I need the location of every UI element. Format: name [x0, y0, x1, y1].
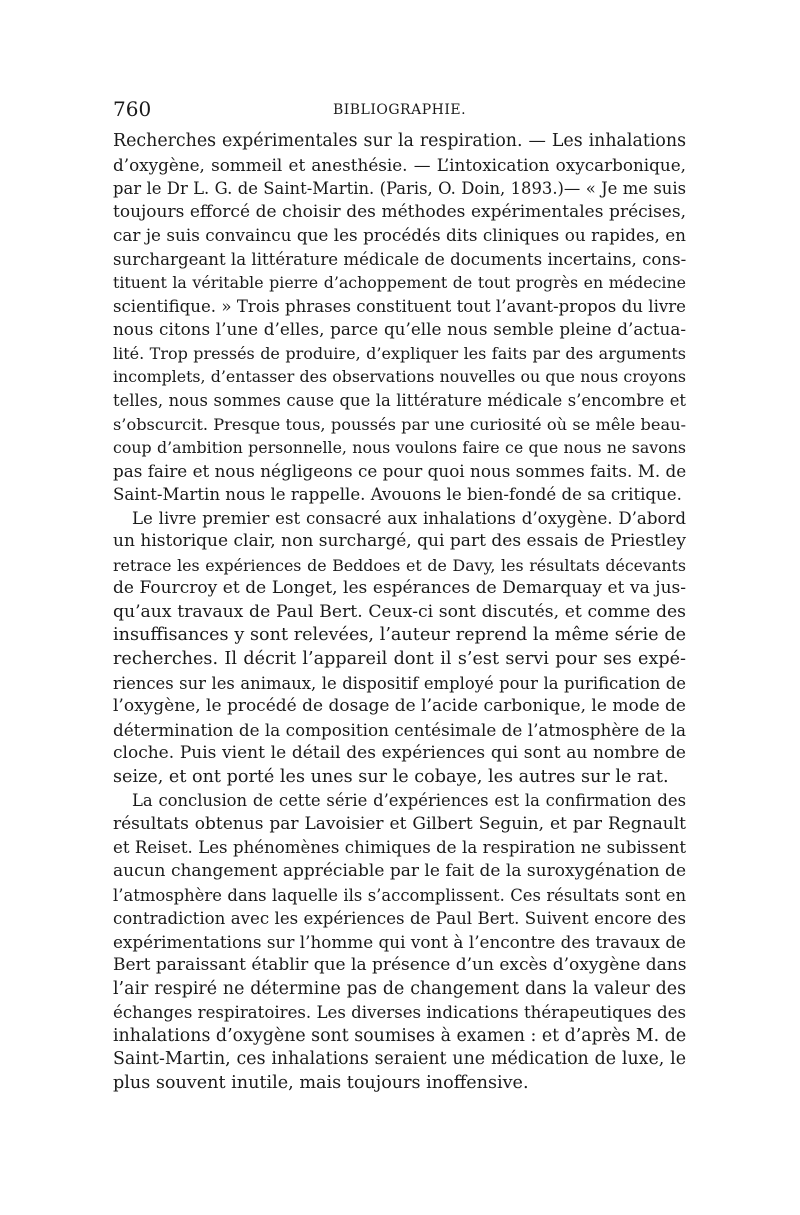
text-line: Bert paraissant établir que la présence d’un excès d’oxygène dans — [113, 955, 687, 976]
text-line: d’oxygène, sommeil et anesthésie. — L’intoxication oxycarbonique, — [113, 154, 686, 175]
text-line: aucun changement appréciable par le fait de la suroxygénation de — [113, 860, 686, 881]
text-line: La conclusion de cette série d’expériences est la confirmation des — [132, 791, 686, 811]
text-line: Saint-Martin nous le rappelle. Avouons le bien-fondé de sa critique. — [113, 485, 682, 505]
text-line: expérimentations sur l’homme qui vont à l’encontre des travaux de — [113, 931, 686, 952]
text-line: l’oxygène, le procédé de dosage de l’acide carbonique, le mode de — [113, 696, 686, 717]
text-line: scientifique. » Trois phrases constituent tout l’avant-propos du livre — [113, 296, 686, 316]
text-line: Recherches expérimentales sur la respiration. — Les inhalations — [113, 131, 686, 151]
text-line: retrace les expériences de Beddoes et de Davy, les résultats décevants — [113, 555, 686, 575]
running-head — [113, 96, 686, 126]
text-line: pas faire et nous négligeons ce pour quoi nous sommes faits. M. de — [113, 460, 687, 481]
text-line: l’air respiré ne détermine pas de changement dans la valeur des — [113, 978, 686, 999]
text-line: et Reiset. Les phénomènes chimiques de la respiration ne subissent — [113, 838, 686, 858]
text-line: Le livre premier est consacré aux inhalations d’oxygène. D’abord — [132, 508, 686, 528]
text-line: détermination de la composition centésimale de l’atmosphère de la — [113, 719, 686, 740]
text-line: coup d’ambition personnelle, nous voulons faire ce que nous ne savons — [113, 438, 686, 458]
body-text — [113, 130, 686, 1095]
text-line: toujours efforcé de choisir des méthodes expérimentales précises, — [113, 201, 686, 222]
running-title: BIBLIOGRAPHIE. — [332, 102, 467, 118]
text-line: par le Dr L. G. de Saint-Martin. (Paris, O. Doin, 1893.)— « Je me suis — [113, 179, 686, 199]
text-line: incomplets, d’entasser des observations nouvelles ou que nous croyons — [113, 367, 686, 387]
text-line: nous citons l’une d’elles, parce qu’elle nous semble pleine d’actua- — [113, 319, 686, 340]
text-line: échanges respiratoires. Les diverses indications thérapeutiques des — [113, 1003, 686, 1023]
text-line: surchargeant la littérature médicale de documents incertains, cons- — [113, 249, 687, 269]
text-line: s’obscurcit. Presque tous, poussés par une curiosité où se mêle beau- — [113, 414, 686, 434]
text-line: un historique clair, non surchargé, qui part des essais de Priestley — [113, 531, 686, 552]
text-line: qu’aux travaux de Paul Bert. Ceux-ci sont discutés, et comme des — [113, 601, 686, 622]
text-line: plus souvent inutile, mais toujours inoffensive. — [113, 1072, 529, 1093]
text-line: Saint-Martin, ces inhalations seraient une médication de luxe, le — [113, 1049, 686, 1070]
page-number: 760 — [113, 97, 152, 121]
text-line: de Fourcroy et de Longet, les espérances de Demarquay et va jus- — [113, 578, 686, 599]
text-line: car je suis convaincu que les procédés dits cliniques ou rapides, en — [113, 225, 686, 246]
text-line: inhalations d’oxygène sont soumises à examen : et d’après M. de — [113, 1025, 687, 1046]
text-line: cloche. Puis vient le détail des expériences qui sont au nombre de — [113, 743, 686, 764]
text-line: contradiction avec les expériences de Paul Bert. Suivent encore des — [113, 909, 686, 929]
text-line: telles, nous sommes cause que la littérature médicale s’encombre et — [113, 391, 686, 411]
text-line: riences sur les animaux, le dispositif employé pour la purification de — [113, 673, 686, 693]
text-line: lité. Trop pressés de produire, d’expliquer les faits par des arguments — [113, 343, 686, 363]
text-line: résultats obtenus par Lavoisier et Gilbert Seguin, et par Regnault — [113, 813, 686, 834]
text-line: recherches. Il décrit l’appareil dont il s’est servi pour ses expé- — [113, 649, 686, 670]
text-line: insuffisances y sont relevées, l’auteur reprend la même série de — [113, 625, 686, 646]
text-line: tituent la véritable pierre d’achoppement de tout progrès en médecine — [113, 273, 686, 293]
text-line: l’atmosphère dans laquelle ils s’accomplissent. Ces résultats sont en — [113, 885, 686, 905]
text-line: seize, et ont porté les unes sur le cobaye, les autres sur le rat. — [113, 766, 669, 787]
